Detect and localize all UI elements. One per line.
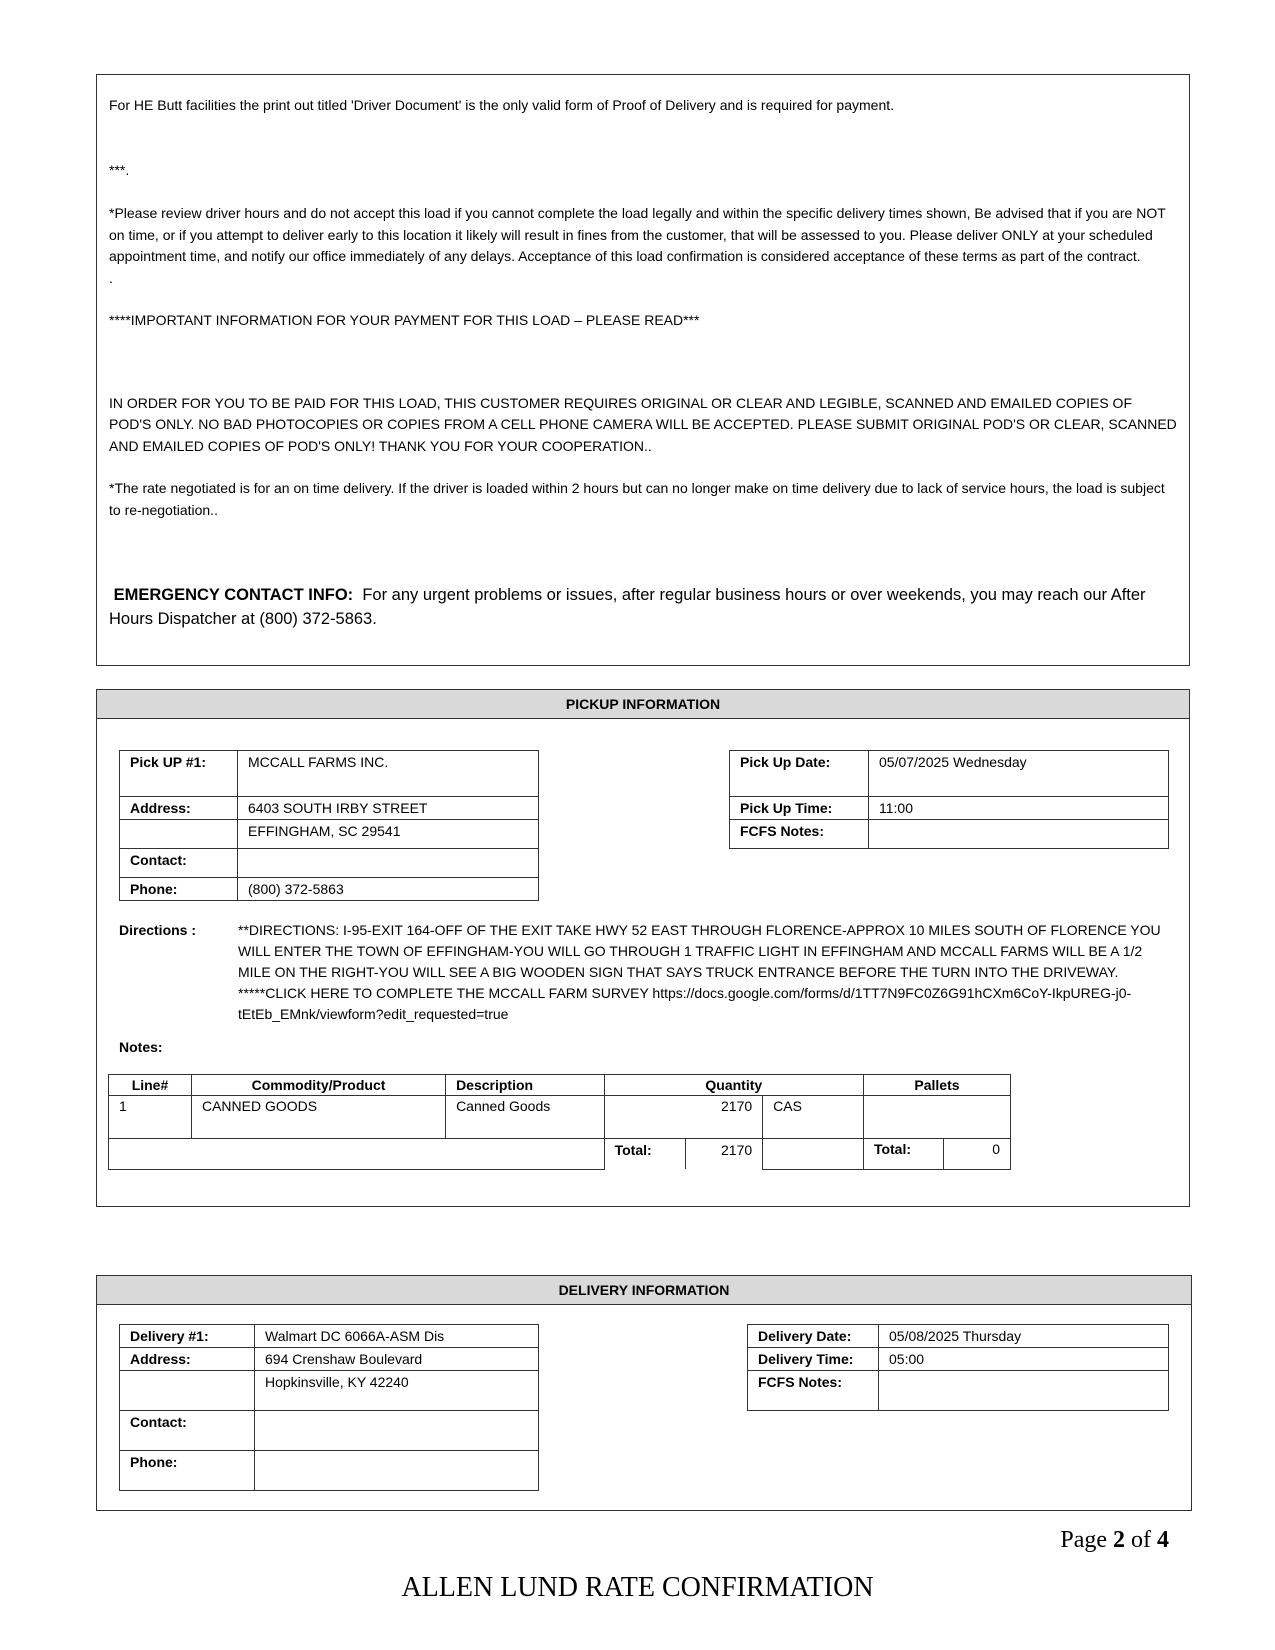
pickup-phone-label: Phone: [120, 878, 238, 901]
delivery-address-line2: Hopkinsville, KY 42240 [255, 1371, 539, 1411]
terms-asterisks: ***. [109, 161, 130, 178]
pickup-address-label: Address: [120, 797, 238, 820]
pickup-location-table [119, 750, 539, 901]
pickup-contact-value [238, 849, 539, 878]
delivery-date-value: 05/08/2025 Thursday [879, 1325, 1169, 1348]
notes-label: Notes: [119, 1039, 163, 1055]
terms-rate-negotiation: *The rate negotiated is for an on time delivery. If the driver is loaded within 2 hours but can no longer make on time delivery due to lack of service hours, the load is subject to re-negotiation.. [109, 480, 1165, 518]
terms-pod-requirements: IN ORDER FOR YOU TO BE PAID FOR THIS LOAD, THIS CUSTOMER REQUIRES ORIGINAL OR CLEAR AND LEGIBLE, SCANNED AND EMAILED COPIES OF POD'S ONLY. NO BAD PHOTOCOPIES OR COPIES FROM A CELL PHONE CAMERA WILL BE ACCEPTED. PLEASE SUBMIT ORIGINAL POD'S OR CLEAR, SCANNED AND EMAILED COPIES OF POD'S ONLY! THANK YOU FOR YOUR COOPERATION.. [109, 394, 1177, 454]
total-quantity-value: 2170 [721, 1142, 753, 1158]
emergency-contact-label: EMERGENCY CONTACT INFO: [113, 586, 354, 604]
terms-important-heading: ****IMPORTANT INFORMATION FOR YOUR PAYMENT FOR THIS LOAD – PLEASE READ*** [109, 312, 700, 328]
delivery-contact-label: Contact: [120, 1411, 255, 1451]
pickup-phone-value: (800) 372-5863 [238, 878, 539, 901]
total-pallets-value: 0 [943, 1139, 1010, 1170]
commodity-table [108, 1074, 1011, 1170]
survey-link[interactable]: *****CLICK HERE TO COMPLETE THE MCCALL FARM SURVEY https://docs.google.com/forms/d/1TT7N9FC0Z6G91hCXm6CoY-IkpUREG-j0-tEtEb_EMnk/viewform?edit_requested=true [238, 985, 1132, 1022]
row-commodity: CANNED GOODS [191, 1096, 445, 1139]
delivery-header: DELIVERY INFORMATION [97, 1276, 1191, 1305]
pickup-fcfs-value [869, 820, 1169, 849]
delivery-date-label: Delivery Date: [748, 1325, 879, 1348]
delivery-name: Walmart DC 6066A-ASM Dis [255, 1325, 539, 1348]
pickup-number-label: Pick UP #1: [120, 751, 238, 797]
directions-text [238, 920, 1168, 1025]
delivery-time-label: Delivery Time: [748, 1348, 879, 1371]
pickup-section [96, 689, 1190, 1207]
delivery-time-value: 05:00 [879, 1348, 1169, 1371]
pickup-date-value: 05/07/2025 Wednesday [869, 751, 1169, 797]
terms-section [96, 74, 1190, 666]
terms-hebutt: For HE Butt facilities the print out titled 'Driver Document' is the only valid form of Proof of Delivery and is required for payment. [109, 97, 895, 113]
directions-label: Directions : [119, 922, 197, 938]
col-quantity: Quantity [604, 1075, 863, 1096]
delivery-schedule-table [747, 1324, 1169, 1411]
delivery-number-label: Delivery #1: [120, 1325, 255, 1348]
pickup-address-line1: 6403 SOUTH IRBY STREET [238, 797, 539, 820]
delivery-phone-label: Phone: [120, 1451, 255, 1491]
row-unit: CAS [763, 1096, 864, 1139]
pickup-address-line2: EFFINGHAM, SC 29541 [238, 820, 539, 849]
emergency-contact [109, 583, 1177, 631]
row-description: Canned Goods [446, 1096, 605, 1139]
emergency-contact-text: For any urgent problems or issues, after regular business hours or over weekends, you may reach our After Hours Dispatcher at (800) 372-5863. [109, 586, 1146, 628]
row-quantity: 2170 [604, 1096, 763, 1139]
delivery-fcfs-label: FCFS Notes: [748, 1371, 879, 1411]
page-number: Page 2 of 4 [1060, 1527, 1169, 1553]
delivery-phone-value [255, 1451, 539, 1491]
total-pallets-label: Total: [863, 1139, 943, 1170]
row-pallets [863, 1096, 1010, 1139]
delivery-location-table [119, 1324, 539, 1491]
col-description: Description [446, 1075, 605, 1096]
page-current: 2 [1113, 1527, 1125, 1553]
pickup-time-label: Pick Up Time: [730, 797, 869, 820]
delivery-contact-value [255, 1411, 539, 1451]
document-title: ALLEN LUND RATE CONFIRMATION [401, 1572, 874, 1603]
pickup-fcfs-label: FCFS Notes: [730, 820, 869, 849]
directions-body: **DIRECTIONS: I-95-EXIT 164-OFF OF THE EXIT TAKE HWY 52 EAST THROUGH FLORENCE-APPROX 10 MILES SOUTH OF FLORENCE YOU WILL ENTER THE TOWN OF EFFINGHAM-YOU WILL GO THROUGH 1 TRAFFIC LIGHT IN EFFINGHAM AND MCCALL FARMS WILL BE A 1/2 MILE ON THE RIGHT-YOU WILL SEE A BIG WOODEN SIGN THAT SAYS TRUCK ENTRANCE BEFORE THE TURN INTO THE DRIVEWAY. [238, 922, 1161, 980]
col-commodity: Commodity/Product [191, 1075, 445, 1096]
row-line: 1 [109, 1096, 192, 1139]
col-line: Line# [109, 1075, 192, 1096]
pickup-time-value: 11:00 [869, 797, 1169, 820]
table-row [109, 1096, 1011, 1139]
pickup-header: PICKUP INFORMATION [97, 690, 1189, 719]
terms-driver-hours: *Please review driver hours and do not accept this load if you cannot complete the load legally and within the specific delivery times shown, Be advised that if you are NOT on time, or if you attempt to deliver early to this location it likely will result in fines from the customer, that will be assessed to you. Please deliver ONLY at your scheduled appointment time, and notify our office immediately of any delays. Acceptance of this load confirmation is considered acceptance of these terms as part of the contract. [109, 205, 1166, 264]
col-pallets: Pallets [863, 1075, 1010, 1096]
page-total: 4 [1157, 1527, 1169, 1553]
pickup-contact-label: Contact: [120, 849, 238, 878]
terms-dot: . [109, 269, 113, 286]
pickup-date-label: Pick Up Date: [730, 751, 869, 797]
delivery-address-line1: 694 Crenshaw Boulevard [255, 1348, 539, 1371]
total-quantity-label: Total: [605, 1139, 686, 1169]
delivery-address-label: Address: [120, 1348, 255, 1371]
delivery-fcfs-value [879, 1371, 1169, 1411]
pickup-schedule-table [729, 750, 1169, 849]
delivery-section [96, 1275, 1192, 1511]
pickup-name: MCCALL FARMS INC. [238, 751, 539, 797]
